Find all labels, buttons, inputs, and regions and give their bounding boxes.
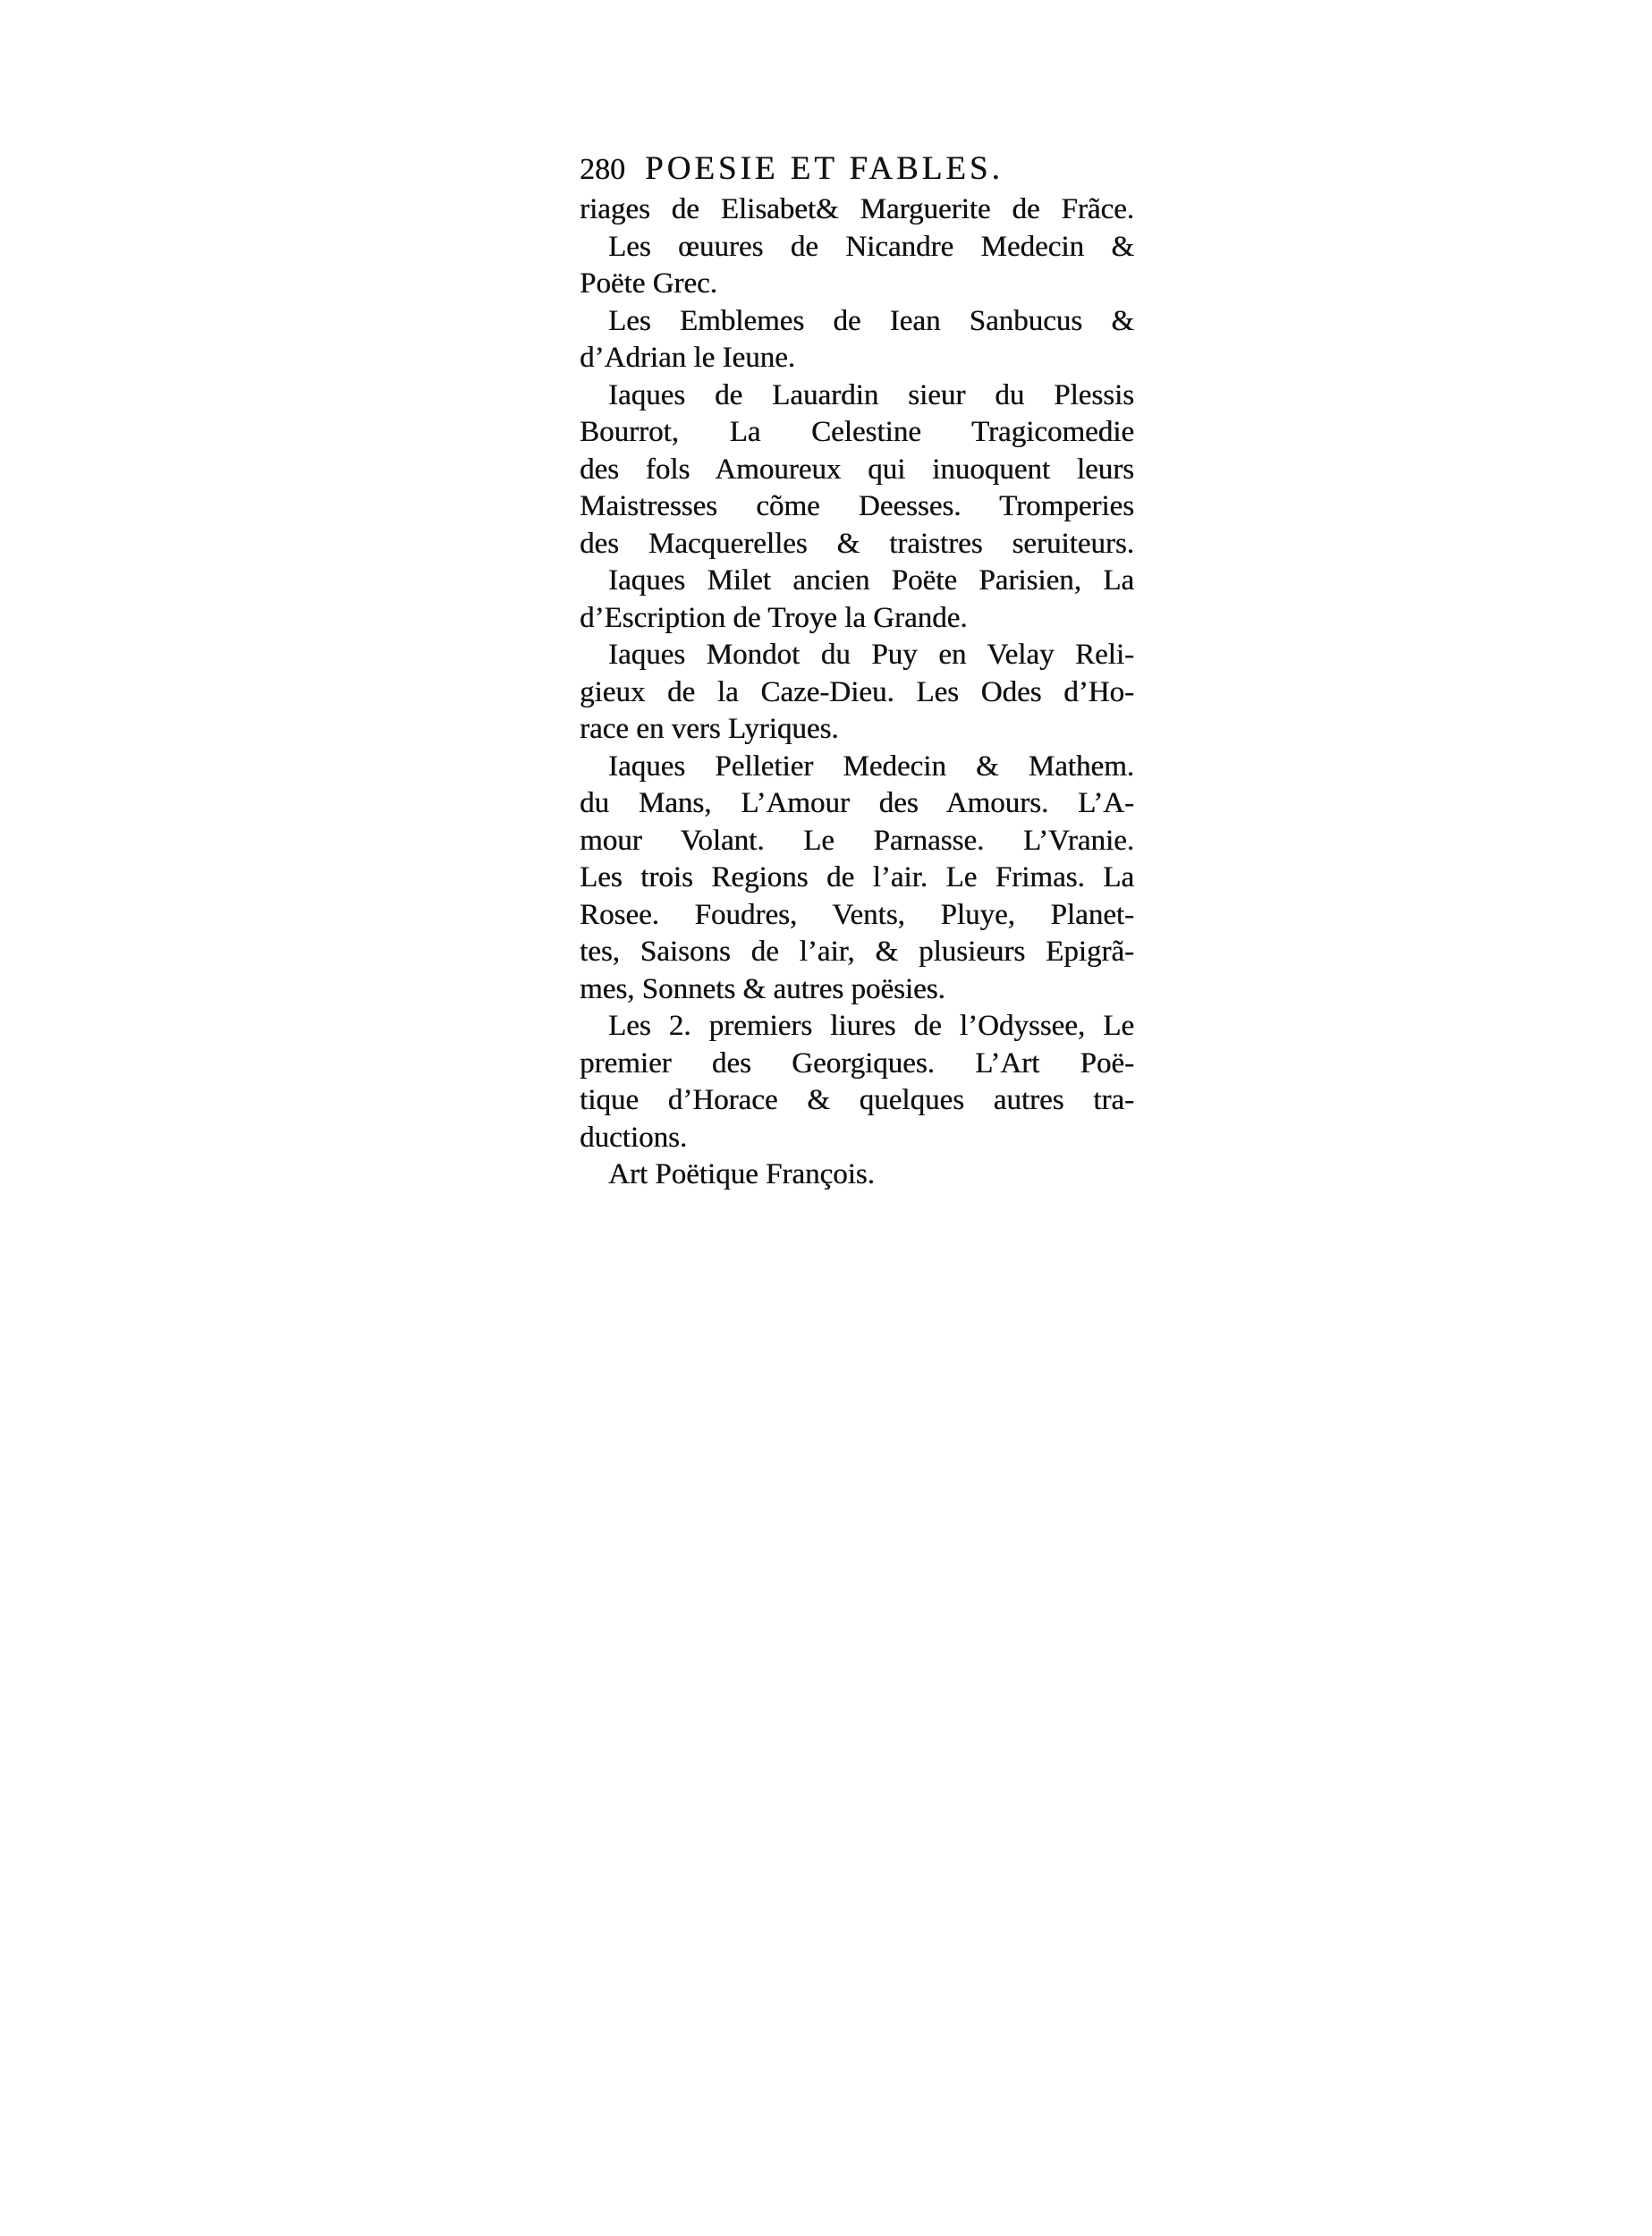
text-line: Les 2. premiers liures de l’Odyssee, Le xyxy=(608,1010,1134,1042)
text-line: du Mans, L’Amour des Amours. L’A- xyxy=(580,787,1134,819)
text-line: mes, Sonnets & autres poësies. xyxy=(580,972,945,1005)
text-line: Maistresses cõme Deesses. Tromperies xyxy=(580,490,1134,522)
text-line: Les trois Regions de l’air. Le Frimas. La xyxy=(580,861,1134,894)
text-line: premier des Georgiques. L’Art Poë- xyxy=(580,1046,1134,1080)
text-line: Rosee. Foudres, Vents, Pluye, Planet- xyxy=(580,898,1134,931)
text-line: Art Poëtique François. xyxy=(608,1158,875,1190)
text-line: d’Escription de Troye la Grande. xyxy=(580,601,968,634)
text-line: Iaques Pelletier Medecin & Mathem. xyxy=(608,750,1134,783)
text-line: Poëte Grec. xyxy=(580,267,717,300)
page-header xyxy=(580,150,1134,191)
text-line: race en vers Lyriques. xyxy=(580,713,839,745)
text-line: mour Volant. Le Parnasse. L’Vranie. xyxy=(580,824,1134,857)
text-line: gieux de la Caze-Dieu. Les Odes d’Ho- xyxy=(580,675,1134,708)
text-line: Iaques de Lauardin sieur du Plessis xyxy=(608,378,1134,411)
text-line: d’Adrian le Ieune. xyxy=(580,342,795,374)
text-line: Les Emblemes de Iean Sanbucus & xyxy=(608,304,1134,337)
text-line: des fols Amoureux qui inuoquent leurs xyxy=(580,453,1134,486)
running-title: POESIE ET FABLES. xyxy=(645,150,1004,187)
text-line: des Macquerelles & traistres seruiteurs. xyxy=(580,527,1134,560)
text-line: Bourrot, La Celestine Tragicomedie xyxy=(580,416,1134,448)
text-line: riages de Elisabet& Marguerite de Frãce. xyxy=(580,193,1134,225)
text-line: tes, Saisons de l’air, & plusieurs Epigrã- xyxy=(580,936,1134,968)
text-line: Iaques Milet ancien Poëte Parisien, La xyxy=(608,564,1134,597)
text-line: ductions. xyxy=(580,1121,688,1154)
page-text-block xyxy=(580,150,1134,1194)
text-line: Iaques Mondot du Puy en Velay Reli- xyxy=(608,639,1134,671)
body-text xyxy=(580,191,1134,1194)
text-line: Les œuures de Nicandre Medecin & xyxy=(608,230,1134,263)
page-number: 280 xyxy=(580,153,625,186)
text-line: tique d’Horace & quelques autres tra- xyxy=(580,1084,1134,1116)
